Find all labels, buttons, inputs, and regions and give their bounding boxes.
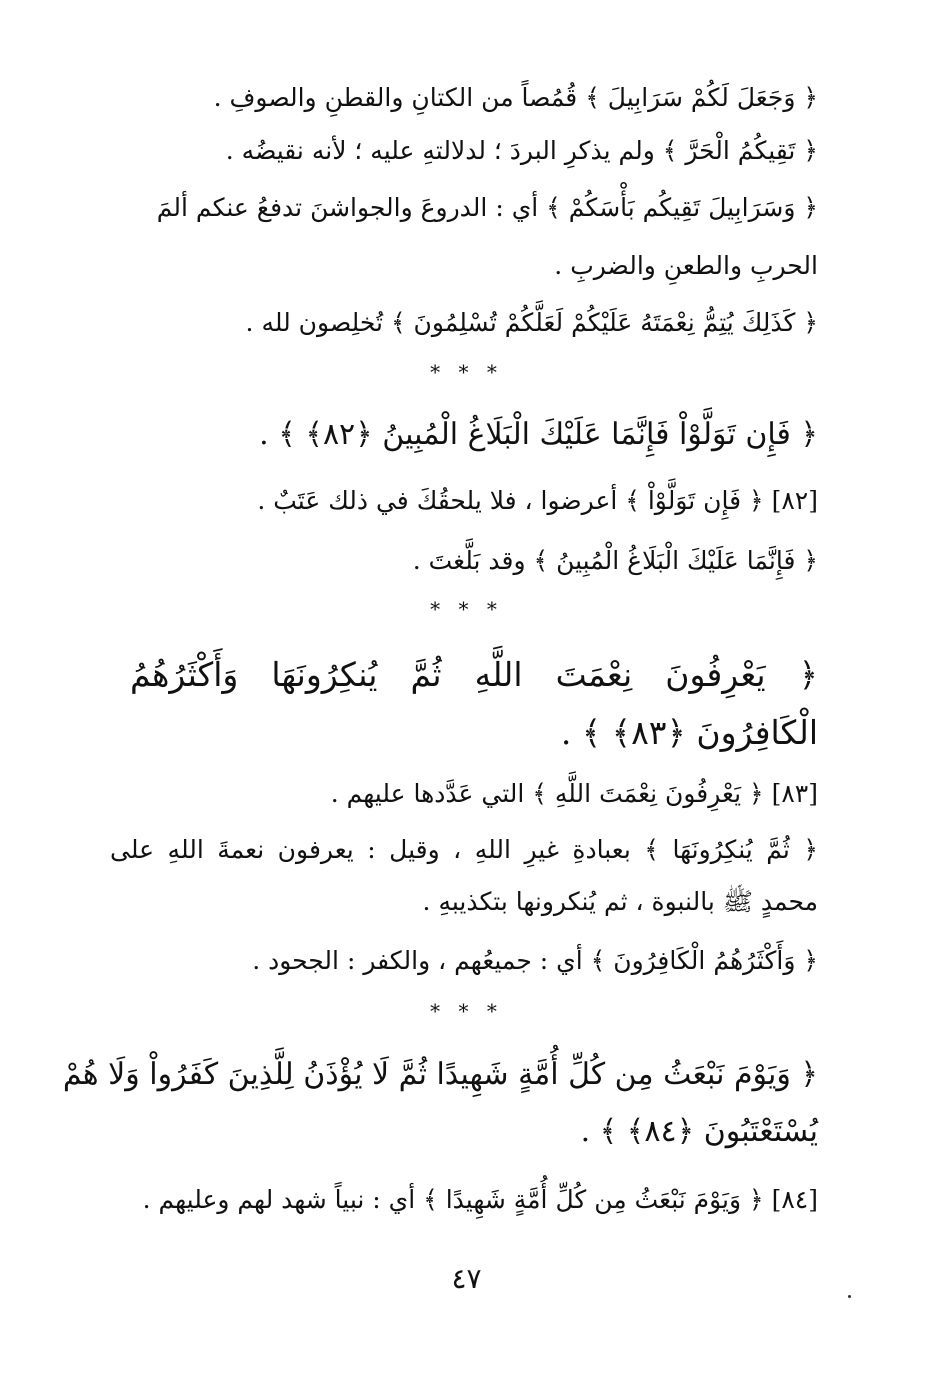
text-line-5: ﴿ كَذَلِكَ يُتِمُّ نِعْمَتَهُ عَلَيْكُمْ لَعَلَّكُمْ تُسْلِمُونَ ﴾ تُخلِصون لله . bbox=[245, 308, 818, 337]
commentary-84-line-1: [٨٤] ﴿ وَيَوْمَ نَبْعَثُ مِن كُلِّ أُمَّةٍ شَهِيدًا ﴾ أي : نبياً شهد لهم وعليهم . bbox=[142, 1185, 818, 1214]
separator-2: * * * bbox=[430, 597, 503, 621]
verse-84-line-2: يُسْتَعْتَبُونَ ﴿٨٤﴾ ﴾ . bbox=[580, 1114, 818, 1149]
commentary-83-line-2: ﴿ ثُمَّ يُنكِرُونَهَا ﴾ بعبادةِ غيرِ اللهِ ، وقيل : يعرفون نعمةَ اللهِ على bbox=[110, 835, 818, 864]
commentary-82-line-2: ﴿ فَإِنَّمَا عَلَيْكَ الْبَلَاغُ الْمُبِينُ ﴾ وقد بَلَّغتَ . bbox=[412, 546, 818, 575]
text-line-4: الحربِ والطعنِ والضربِ . bbox=[554, 251, 818, 280]
separator-1: * * * bbox=[430, 360, 503, 384]
separator-3: * * * bbox=[430, 999, 503, 1023]
verse-83-line-1: ﴿ يَعْرِفُونَ نِعْمَتَ اللَّهِ ثُمَّ يُنكِرُونَهَا وَأَكْثَرُهُمُ bbox=[130, 655, 818, 694]
speck bbox=[848, 1295, 851, 1298]
page-number: ٤٧ bbox=[451, 1262, 482, 1295]
commentary-83-line-1: [٨٣] ﴿ يَعْرِفُونَ نِعْمَتَ اللَّهِ ﴾ التي عَدَّدها عليهم . bbox=[330, 779, 818, 808]
text-line-3: ﴿ وَسَرَابِيلَ تَقِيكُم بَأْسَكُمْ ﴾ أي : الدروعَ والجواشنَ تدفعُ عنكم ألمَ bbox=[156, 193, 818, 222]
commentary-83-line-3: محمدٍ ﷺ بالنبوة ، ثم يُنكرونها بتكذيبهِ . bbox=[422, 887, 818, 916]
verse-82: ﴿ فَإِن تَوَلَّوْاْ فَإِنَّمَا عَلَيْكَ الْبَلَاغُ الْمُبِينُ ﴿٨٢﴾ ﴾ . bbox=[259, 417, 818, 452]
commentary-82-line-1: [٨٢] ﴿ فَإِن تَوَلَّوْاْ ﴾ أعرضوا ، فلا يلحقُكَ في ذلك عَتَبٌ . bbox=[257, 486, 818, 515]
commentary-83-line-4: ﴿ وَأَكْثَرُهُمُ الْكَافِرُونَ ﴾ أي : جميعُهم ، والكفر : الجحود . bbox=[252, 946, 818, 975]
verse-84-line-1: ﴿ وَيَوْمَ نَبْعَثُ مِن كُلِّ أُمَّةٍ شَهِيدًا ثُمَّ لَا يُؤْذَنُ لِلَّذِينَ كَفَرُواْ وَلَا هُمْ bbox=[62, 1057, 818, 1092]
text-line-2: ﴿ تَقِيكُمُ الْحَرَّ ﴾ ولم يذكرِ البردَ ؛ لدلالتهِ عليه ؛ لأنه نقيضُه . bbox=[225, 136, 818, 165]
verse-83-line-2: الْكَافِرُونَ ﴿٨٣﴾ ﴾ . bbox=[560, 713, 818, 752]
text-line-1: ﴿ وَجَعَلَ لَكُمْ سَرَابِيلَ ﴾ قُمُصاً من الكتانِ والقطنِ والصوفِ . bbox=[213, 83, 818, 112]
